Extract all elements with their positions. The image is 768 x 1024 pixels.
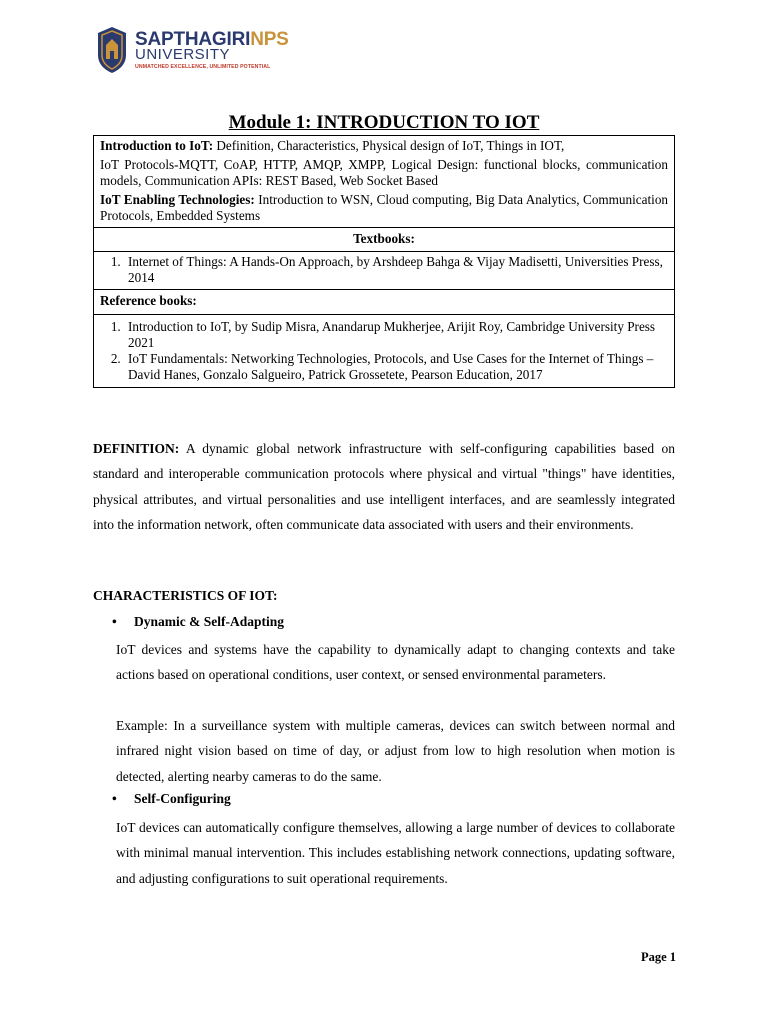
- university-logo: [95, 25, 295, 77]
- textbooks-list: [100, 254, 668, 286]
- module-title: Module 1: INTRODUCTION TO IOT: [228, 112, 540, 133]
- intro-text: Definition, Characteristics, Physical design of IoT, Things in IOT,: [213, 138, 565, 153]
- enabling-label: IoT Enabling Technologies:: [100, 192, 255, 207]
- characteristics-heading: CHARACTERISTICS OF IOT:: [93, 588, 278, 603]
- bullet-title: Dynamic & Self-Adapting: [134, 614, 285, 629]
- definition-paragraph: [93, 436, 675, 538]
- logo-name-part1: SAPTHAGIRI: [135, 29, 251, 50]
- intro-topics: [100, 138, 668, 154]
- logo-tagline: UNMATCHED EXCELLENCE, UNLIMITED POTENTIAL: [135, 64, 271, 70]
- textbooks-heading: Textbooks:: [353, 231, 415, 246]
- textbooks-cell: [94, 252, 675, 290]
- definition-text: A dynamic global network infrastructure with self-configuring capabilities based on standard and interoperable communication protocols where physical and virtual "things" have identities, physical attributes, and virtual personalities and use intelligent interfaces, and are seamlessly integrated into the information network, often communicate data associated with users and their environments.: [93, 441, 675, 533]
- syllabus-table: [93, 135, 675, 388]
- bullet-icon: •: [112, 614, 117, 629]
- enabling-text: Introduction to WSN, Cloud computing, Big Data Analytics, Communication Protocols, Embedded Systems: [100, 192, 669, 223]
- bullet-title: Self-Configuring: [134, 791, 231, 806]
- bullet-self-configuring: [112, 791, 231, 807]
- bullet-dynamic: [112, 614, 284, 630]
- syllabus-topics-cell: [94, 136, 675, 228]
- reference-cell: [94, 315, 675, 388]
- university-seal-icon: [95, 25, 129, 75]
- enabling-topics: [100, 192, 668, 224]
- reference-heading: Reference books:: [100, 293, 197, 308]
- page-number: Page 1: [640, 950, 676, 964]
- list-item: 2. IoT Fundamentals: Networking Technologies, Protocols, and Use Cases for the Internet of Things – David Hanes, Gonzalo Salgueiro, Patrick Grossetete, Pearson Education, 2017: [124, 351, 668, 383]
- list-item: 1. Internet of Things: A Hands-On Approach, by Arshdeep Bahga & Vijay Madisetti, Universities Press, 2014: [124, 254, 668, 286]
- textbooks-heading-cell: [94, 228, 675, 252]
- dynamic-description: IoT devices and systems have the capability to dynamically adapt to changing contexts and take actions based on operational conditions, user context, or sensed environmental parameters.: [116, 642, 675, 683]
- definition-label: DEFINITION:: [93, 441, 180, 456]
- dynamic-example: Example: In a surveillance system with multiple cameras, devices can switch between normal and infrared night vision based on time of day, or adjust from low to high resolution when motion is detected, alerting nearby cameras to do the same.: [116, 718, 675, 784]
- bullet-icon: •: [112, 791, 117, 806]
- list-item: 1. Introduction to IoT, by Sudip Misra, Anandarup Mukherjee, Arijit Roy, Cambridge University Press 2021: [124, 319, 668, 351]
- reference-heading-cell: [94, 290, 675, 315]
- self-configuring-description: IoT devices can automatically configure themselves, allowing a large number of devices to collaborate with minimal manual intervention. This includes establishing network connections, updating software, and adjusting configurations to suit operational requirements.: [116, 820, 675, 886]
- protocols-topics: IoT Protocols-MQTT, CoAP, HTTP, AMQP, XMPP, Logical Design: functional blocks, communication models, Communication APIs: REST Based, Web Socket Based: [100, 157, 668, 188]
- reference-list: [100, 319, 668, 383]
- intro-label: Introduction to IoT:: [100, 138, 214, 153]
- logo-name-part2: NPS: [250, 29, 289, 50]
- logo-university: UNIVERSITY: [135, 46, 231, 63]
